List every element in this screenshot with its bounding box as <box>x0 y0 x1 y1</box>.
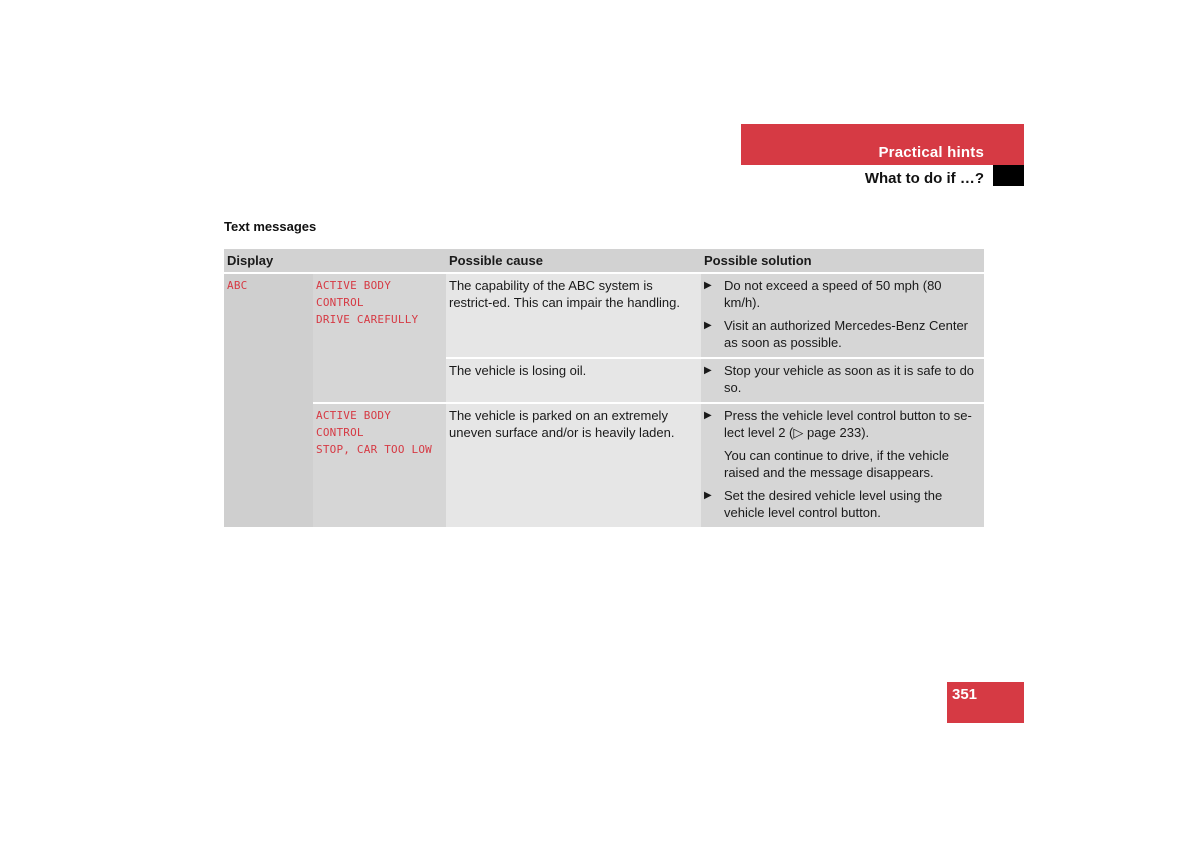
solution-step: ▶ Do not exceed a speed of 50 mph (80 km/h). <box>704 278 942 310</box>
bullet-arrow-icon: ▶ <box>704 365 712 376</box>
display-code: ABC <box>224 273 313 527</box>
cause-cell: The vehicle is losing oil. <box>446 358 701 403</box>
section-title: What to do if …? <box>864 170 984 187</box>
bullet-arrow-icon: ▶ <box>704 280 712 291</box>
text-messages-table <box>224 249 984 527</box>
column-header-solution: Possible solution <box>701 249 984 273</box>
cause-cell: The capability of the ABC system is restrict-ed. This can impair the handling. <box>446 273 701 358</box>
page-number-tab <box>947 682 1024 723</box>
section-marker <box>993 165 1024 186</box>
bullet-arrow-icon: ▶ <box>704 410 712 421</box>
solution-step: ▶ Press the vehicle level control button to se-lect level 2 (▷ page 233). <box>704 408 972 440</box>
solution-step: ▶ Set the desired vehicle level using the vehicle level control button. <box>704 488 943 520</box>
chapter-tab <box>741 124 1024 165</box>
column-header-cause: Possible cause <box>446 249 701 273</box>
table-header-row <box>224 249 984 273</box>
solution-cell <box>701 403 984 527</box>
subheading: Text messages <box>224 219 317 234</box>
bullet-arrow-icon: ▶ <box>704 320 712 331</box>
display-message: ACTIVE BODY CONTROL DRIVE CAREFULLY <box>313 273 446 403</box>
solution-cell <box>701 273 984 358</box>
cause-cell: The vehicle is parked on an extremely uneven surface and/or is heavily laden. <box>446 403 701 527</box>
table-row <box>224 273 984 358</box>
solution-note: You can continue to drive, if the vehicle raised and the message disappears. <box>724 448 949 480</box>
table-row <box>224 403 984 527</box>
solution-step: ▶ Stop your vehicle as soon as it is safe to do so. <box>704 363 975 395</box>
solution-cell <box>701 358 984 403</box>
solution-step: ▶ Visit an authorized Mercedes-Benz Center as soon as possible. <box>704 318 968 350</box>
column-header-display: Display <box>224 249 446 273</box>
bullet-arrow-icon: ▶ <box>704 490 712 501</box>
display-message: ACTIVE BODY CONTROL STOP, CAR TOO LOW <box>313 403 446 527</box>
chapter-title: Practical hints <box>878 144 984 161</box>
page-number: 351 <box>952 686 978 703</box>
